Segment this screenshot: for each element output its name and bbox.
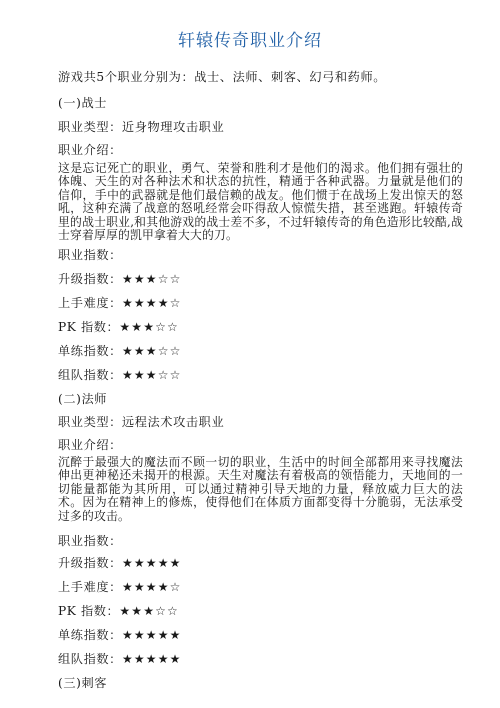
- mage-rating-leveling: [58, 554, 182, 571]
- star-rating: ★★★★★: [121, 628, 182, 642]
- rating-label: 上手难度：: [58, 580, 122, 594]
- warrior-description: 这是忘记死亡的职业，勇气、荣誉和胜利才是他们的渴求。他们拥有强壮的体魄、天生的对各种法术和状态的抗性，精通于各种武器。力量就是他们的信仰，手中的武器就是他们最信赖的战友。他们惯于在战场上发出惊天的怒吼，这种充满了战意的怒吼经常会吓得敌人惊慌失措，甚至逃跑。轩辕传奇里的战士职业,和其他游戏的战士差不多，不过轩辕传奇的角色造形比较酷,战士穿着厚厚的凯甲拿着大大的刀。: [58, 161, 463, 243]
- star-rating: ★★★☆☆: [121, 344, 182, 358]
- rating-label: 单练指数：: [58, 344, 122, 358]
- rating-label: 单练指数：: [58, 628, 122, 642]
- mage-description: 沉醉于最强大的魔法而不顾一切的职业，生活中的时间全部都用来寻找魔法伸出更神秘还未揭开的根源。天生对魔法有着极高的领悟能力，天地间的一切能量都能为其所用，可以通过精神引导天地的力量，释放威力巨大的法术。因为在精神上的修炼，使得他们在体质方面都变得十分脆弱，无法承受过多的攻击。: [58, 455, 463, 523]
- page-title: 轩辕传奇职业介绍: [178, 31, 322, 51]
- star-rating: ★★★★★: [121, 652, 182, 666]
- mage-rating-team: [58, 650, 182, 667]
- rating-label: 上手难度：: [58, 296, 122, 310]
- warrior-desc-label: 职业介绍：: [58, 143, 122, 157]
- mage-rating-difficulty: [58, 578, 182, 595]
- section-heading-assassin: (三)刺客: [58, 676, 108, 690]
- section-heading-mage: (二)法师: [58, 392, 108, 406]
- warrior-index-label: 职业指数：: [58, 248, 122, 262]
- warrior-rating-leveling: [58, 270, 182, 287]
- warrior-rating-difficulty: [58, 294, 182, 311]
- warrior-type-line: 职业类型：近身物理攻击职业: [58, 120, 225, 134]
- star-rating: ★★★★☆: [121, 580, 182, 594]
- mage-rating-pk: [58, 602, 179, 619]
- rating-label: 升级指数：: [58, 556, 122, 570]
- mage-rating-solo: [58, 626, 182, 643]
- rating-label: PK 指数：: [58, 320, 120, 334]
- star-rating: ★★★★☆: [121, 296, 182, 310]
- mage-index-label: 职业指数：: [58, 534, 122, 548]
- rating-label: 升级指数：: [58, 272, 122, 286]
- star-rating: ★★★☆☆: [119, 320, 179, 334]
- rating-label: 组队指数：: [58, 368, 122, 382]
- warrior-rating-pk: [58, 318, 179, 335]
- warrior-rating-solo: [58, 342, 182, 359]
- star-rating: ★★★☆☆: [119, 604, 179, 618]
- star-rating: ★★★☆☆: [121, 368, 182, 382]
- mage-type-line: 职业类型：远程法术攻击职业: [58, 415, 225, 429]
- intro-text: 游戏共5个职业分别为：战士、法师、刺客、幻弓和药师。: [58, 70, 387, 84]
- star-rating: ★★★★★: [121, 556, 182, 570]
- section-heading-warrior: (一)战士: [58, 96, 108, 110]
- rating-label: PK 指数：: [58, 604, 120, 618]
- warrior-rating-team: [58, 366, 182, 383]
- mage-desc-label: 职业介绍：: [58, 438, 122, 452]
- rating-label: 组队指数：: [58, 652, 122, 666]
- star-rating: ★★★☆☆: [121, 272, 182, 286]
